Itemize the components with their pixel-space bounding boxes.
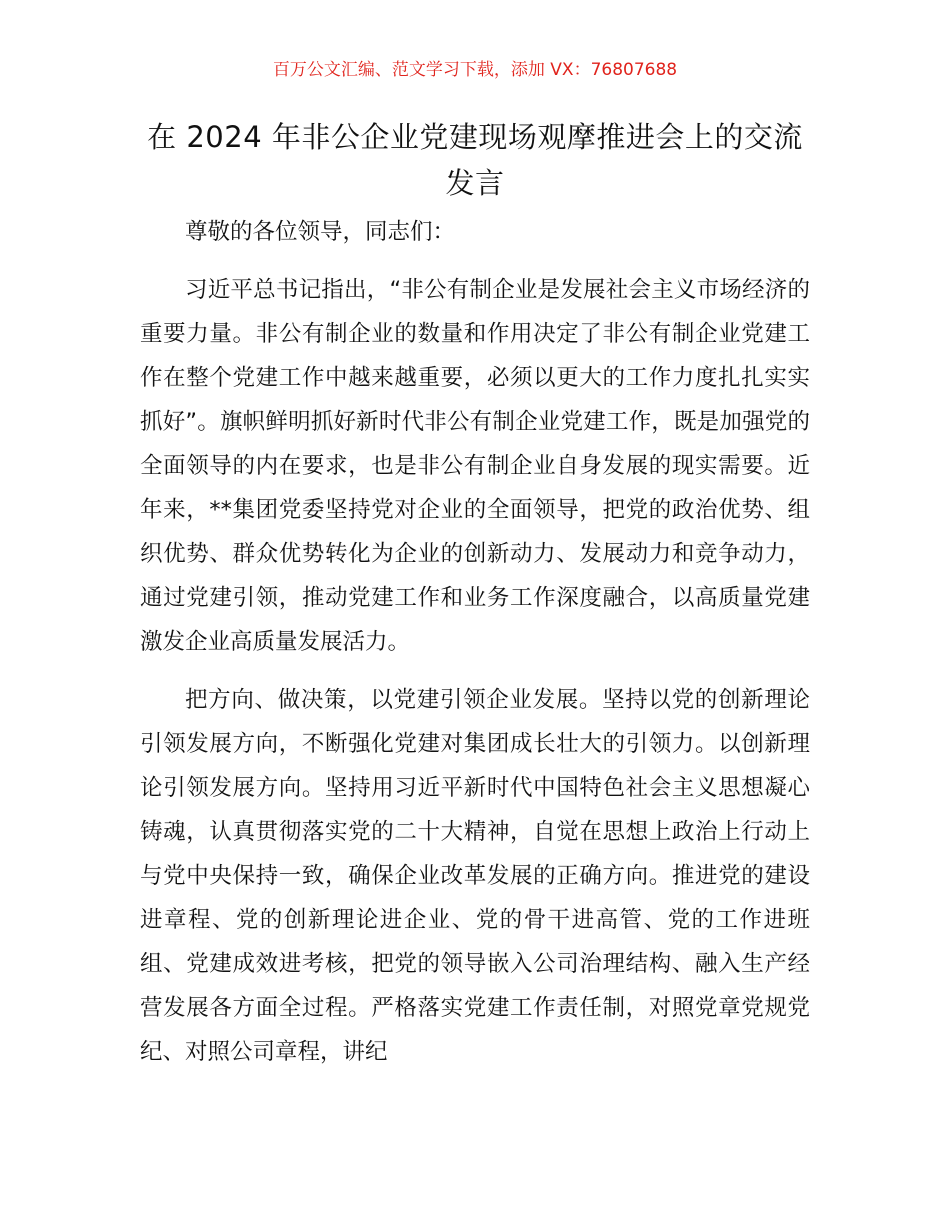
document-title: 在 2024 年非公企业党建现场观摩推进会上的交流发言	[147, 120, 803, 200]
salutation-paragraph: 尊敬的各位领导，同志们：	[185, 219, 456, 245]
document-body	[140, 210, 810, 1088]
intro-paragraph: 习近平总书记指出，“非公有制企业是发展社会主义市场经济的重要力量。非公有制企业的数量和作用决定了非公有制企业党建工作在整个党建工作中越来越重要，必须以更大的工作力度扎扎实实抓好”。旗帜鲜明抓好新时代非公有制企业党建工作，既是加强党的全面领导的内在要求，也是非公有制企业自身发展的现实需要。近年来，**集团党委坚持党对企业的全面领导，把党的政治优势、组织优势、群众优势转化为企业的创新动力、发展动力和竞争动力，通过党建引领，推动党建工作和业务工作深度融合，以高质量党建激发企业高质量发展活力。	[140, 277, 810, 655]
header-watermark-note: 百万公文汇编、范文学习下载，添加 VX：76807688	[272, 60, 678, 80]
section-paragraph: 把方向、做决策，以党建引领企业发展。坚持以党的创新理论引领发展方向，不断强化党建对集团成长壮大的引领力。以创新理论引领发展方向。坚持用习近平新时代中国特色社会主义思想凝心铸魂，认真贯彻落实党的二十大精神，自觉在思想上政治上行动上与党中央保持一致，确保企业改革发展的正确方向。推进党的建设进章程、党的创新理论进企业、党的骨干进高管、党的工作进班组、党建成效进考核，把党的领导嵌入公司治理结构、融入生产经营发展各方面全过程。严格落实党建工作责任制，对照党章党规党纪、对照公司章程，讲纪	[140, 687, 810, 1065]
